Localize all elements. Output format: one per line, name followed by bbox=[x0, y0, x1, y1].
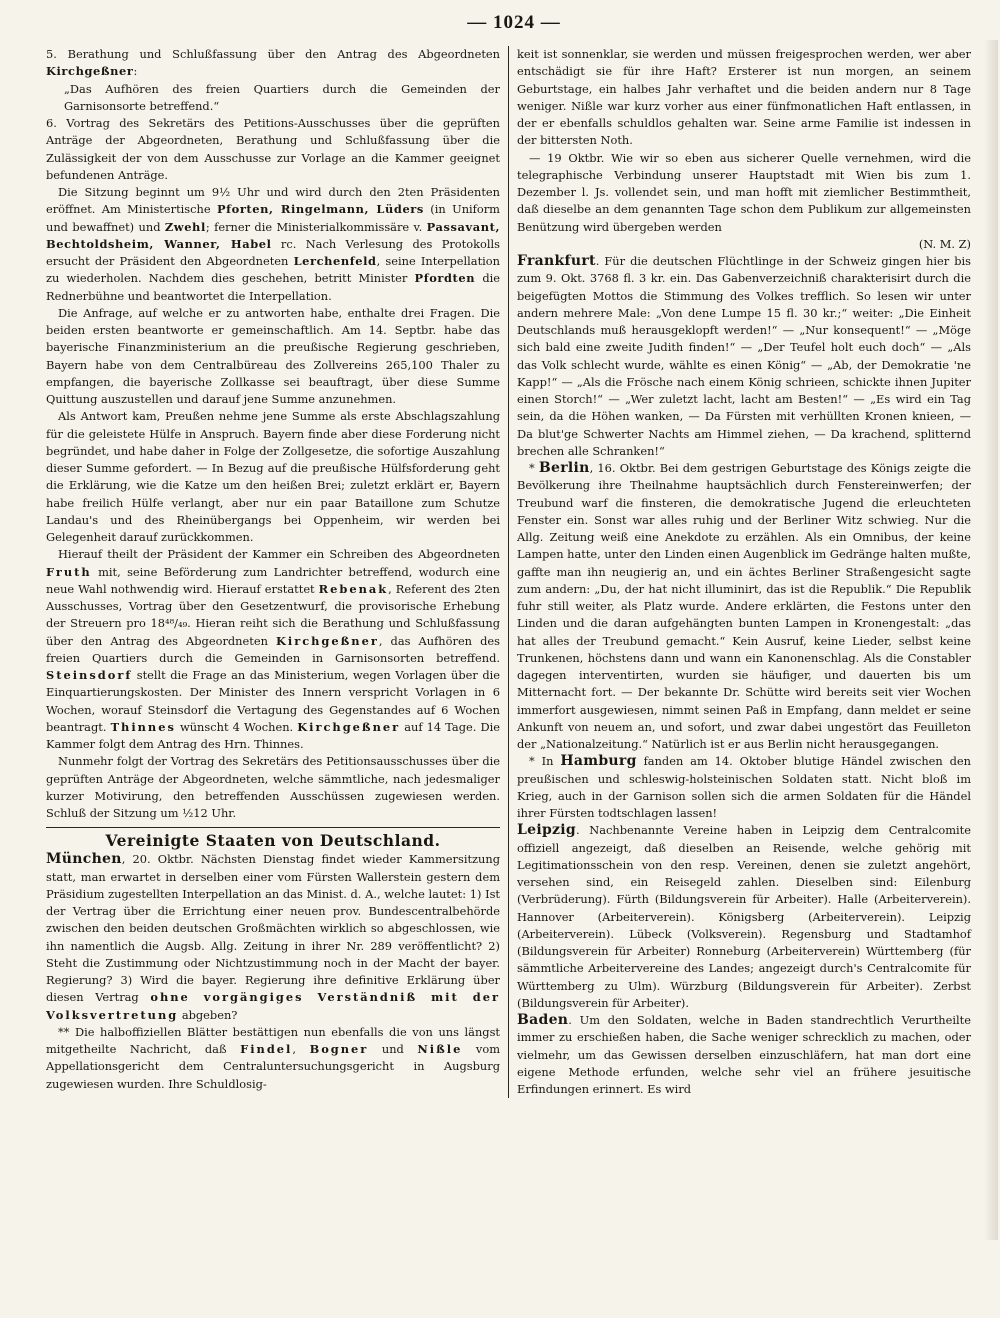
place-name: Frankfurt bbox=[517, 253, 596, 269]
berlin-article: * Berlin, 16. Oktbr. Bei dem gestrigen Geburtstage des Königs zeigte die Bevölkerung ihre Theilnahme hauptsächlich durch Fenstereinwerfen; der Treubund warf die finsteren, die demokratische Jugend die erleuchteten Fenster ein. Sonst war alles ruhig und der Berliner Witz schwieg. Nur die Allg. Zeitung weiß eine Anekdote zu erzählen. Als ein Omnibus, der keine Lampen hatte, unter den Linden einen Augenblick im Gedränge halten mußte, gaffte man ihn neugierig an, und ein ächtes Berliner Straßengesicht sagte zum andern: „Du, der hat nicht illuminirt, das ist die Republik.“ Die Republik fuhr still weiter, als Platz wurde. Andere erklärten, die Festons unter den Linden und die daran aufgehängten bunten Lampen in Kronengestalt: „das hat alles der Treubund gemacht.“ Kein Ausruf, keine Lieder, selbst keine Trunkenen, höchstens dann und wann ein Kanonenschlag. Als die Constabler dagegen interventirten, wurden sie häufiger, und dauerten bis um Mitternacht fort. — Der bekannte Dr. Schütte wird bereits seit vier Wochen immerfort ausgewiesen, nimmt seinen Paß in Empfang, dann meldet er seine Ankunft von neuem an, und sofort, und zwar dabei ungestört das Feuilleton der „Nationalzeitung.“ Natürlich ist er aus Berlin nicht herausgegangen. bbox=[517, 460, 971, 751]
place-name: Leipzig bbox=[517, 822, 577, 839]
source-signature: (N. M. Z) bbox=[918, 236, 971, 251]
section-title: Vereinigte Staaten von Deutschland. bbox=[46, 827, 500, 851]
page-number: — 1024 — bbox=[467, 12, 561, 33]
answer-paragraph: Die Anfrage, auf welche er zu antworten habe, enthalte drei Fragen. Die beiden ersten beantworte er gemeinschaftlich. Am 14. Septbr. habe das bayerische Finanzministerium an die preußische Regierung geschrieben, Bayern habe von dem Centralbüreau des Zollvereins 265,100 Thaler zu empfangen, die bayerische Zollkasse sei beauftragt, über diese Summe Quittung auszustellen und darauf jene Summe anzunehmen. bbox=[46, 305, 500, 406]
munich-article-2: ** Die halboffiziellen Blätter bestättigen nun ebenfalls die von uns längst mitgetheilte Nachricht, daß Findel, Bogner und Nißle vom Appellationsgericht dem Centraluntersuchungsgericht in Augsburg zugewiesen wurden. Ihre Schuldlosig- bbox=[46, 1024, 501, 1091]
right-column bbox=[509, 46, 971, 1098]
proceedings-paragraph: Hierauf theilt der Präsident der Kammer ein Schreiben des Abgeordneten Fruth mit, seine Beförderung zum Landrichter betreffend, wodurch eine neue Wahl nothwendig wird. Hierauf erstattet Rebenak, Referent des 2ten Ausschusses, Vortrag über den Gesetzentwurf, die provisorische Erhebung der Streuern pro 18⁴⁸/₄₉. Hieran reiht sich die Berathung und Schlußfassung über den Antrag des Abgeordneten Kirchgeßner, das Aufhören des freien Quartiers durch die Gemeinden in Garnisonsorten betreffend. Steinsdorf stellt die Frage an das Ministerium, wegen Vorlagen über die Einquartierungskosten. Der Minister des Innern verspricht Vorlagen in 6 Wochen, worauf Steinsdorf die Vertagung des Gegenstandes auf 6 Wochen beantragt. Thinnes wünscht 4 Wochen. Kirchgeßner auf 14 Tage. Die Kammer folgt dem Antrag des Hrn. Thinnes. bbox=[46, 547, 500, 751]
munich-article: München, 20. Oktbr. Nächsten Dienstag findet wieder Kammersitzung statt, man erwartet in derselben einer vom Fürsten Wallerstein gestern dem Präsidium zugestellten Interpellation an das Minist. d. A., welche lautet: 1) Ist der Vertrag über die Errichtung einer neuen prov. Bundescentralbehörde zwischen den beiden deutschen Großmächten wirklich so abgeschlossen, wie ihn namentlich die Augsb. Allg. Zeitung in ihrer Nr. 289 veröffentlicht? 2) Steht die Zustimmung oder Nichtzustimmung noch in der Macht der bayer. Regierung? 3) Wird die bayer. Regierung ihre definitive Erklärung über diesen Vertrag ohne vorgängiges Verständniß mit der Volksvertretung abgeben? bbox=[46, 851, 500, 1022]
agenda-item-5: 5. Berathung und Schlußfassung über den Antrag des Abgeordneten Kirchgeßner: bbox=[46, 47, 501, 79]
agenda-item-5-quote: „Das Aufhören des freien Quartiers durch die Gemeinden der Garnisonsorte betreffend.“ bbox=[64, 81, 500, 113]
hamburg-article: * In Hamburg fanden am 14. Oktober blutige Händel zwischen den preußischen und schleswig-holsteinischen Soldaten statt. Nicht bloß im Krieg, auch in der Garnison sollen sich die armen Soldaten für die Händel ihrer Fürsten todtschlagen lassen! bbox=[517, 753, 971, 820]
closing-paragraph: Nunmehr folgt der Vortrag des Sekretärs des Petitionsausschusses über die geprüften Anträge der Abgeordneten, welche sämmtliche, nach jedesmaliger kurzer Motivirung, den betreffenden Ausschüssen zugewiesen werden. Schluß der Sitzung um ½12 Uhr. bbox=[46, 754, 500, 820]
place-name: München bbox=[46, 851, 122, 868]
page-edge-shadow bbox=[984, 40, 998, 1240]
telegraph-article: — 19 Oktbr. Wie wir so eben aus sicherer Quelle vernehmen, wird die telegraphische Verbindung unserer Hauptstadt mit Wien bis zum 1. Dezember l. Js. vollendet sein, und man hofft mit ziemlicher Bestimmtheit, daß dieselbe an dem genannten Tage schon dem Publikum zur allgemeinsten Benützung wird übergeben werden bbox=[517, 150, 971, 234]
text-columns bbox=[46, 46, 982, 1098]
reply-paragraph: Als Antwort kam, Preußen nehme jene Summe als erste Abschlagszahlung für die geleistete Hülfe in Anspruch. Bayern finde aber diese Forderung nicht begründet, und habe daher in Folge der Zollgesetze, die sofortige Auszahlung dieser Summe gefordert. — In Bezug auf die preußische Hülfsforderung geht die Erklärung, wie die Katze um den heißen Brei; zuletzt erklärt er, Bayern habe freilich Hülfe verlangt, aber nur ein paar Bataillone zum Schutze Landau's und des Rheinübergangs bei Oppenheim, wir werden bei Gelegenheit darauf zurückkommen. bbox=[46, 409, 500, 544]
left-column bbox=[46, 46, 508, 1093]
agenda-item-6: 6. Vortrag des Sekretärs des Petitions-Ausschusses über die geprüften Anträge der Abgeordneten, Berathung und Schlußfassung über die Zulässigkeit der von dem Ausschusse zur Vorlage an die Kammer geeignet befundenen Anträge. bbox=[46, 116, 500, 182]
leipzig-article: Leipzig. Nachbenannte Vereine haben in Leipzig dem Centralcomite offiziell angezeigt, daß dieselben an Reisende, welche gehörig mit Legitimationsschein von den resp. Vereinen, denen sie zuletzt angehört, versehen sind, ein Reisegeld zahlen. Dieselben sind: Eilenburg (Verbrüderung). Fürth (Bildungsverein für Arbeiter). Halle (Arbeiterverein). Hannover (Arbeiterverein). Königsberg (Arbeiterverein). Leipzig (Arbeiterverein). Lübeck (Volksverein). Regensburg und Stadtamhof (Bildungsverein für Arbeiter) Ronneburg (Arbeiterverein) Württemberg (für sämmtliche Arbeitervereine des Landes; angezeigt durch's Centralcomite für Württemberg zu Ulm). Würzburg (Bildungsverein für Arbeiter). Zerbst (Bildungsverein für Arbeiter). bbox=[517, 822, 971, 1010]
frankfurt-article: Frankfurt. Für die deutschen Flüchtlinge in der Schweiz gingen hier bis zum 9. Okt. 3768 fl. 3 kr. ein. Das Gabenverzeichniß charakterisirt durch die beigefügten Mottos die Stimmung des Volkes trefflich. So lesen wir unter andern mehrere Male: „Von dene Lumpe 15 fl. 30 kr.;“ weiter: „Die Einheit Deutschlands muß herausgeklopft werden!“ — „Nur konsequent!“ — „Möge sich bald eine zweite Judith finden!“ — „Der Teufel holt euch doch“ — „Als das Volk schlecht wurde, wählte es einen König“ — „Ab, der Demokratie 'ne Kapp!“ — „Als die Frösche nach einem König schrieen, schickte ihnen Jupiter einen Storch!“ — „Wer zuletzt lacht, lacht am Besten!“ — „Es wird ein Tag sein, da die Höhen wanken, — Da Fürsten mit verhüllten Kronen knieen, — Da blut'ge Schwerter Nachts am Himmel ziehen, — Da krachend, splitternd brechen alle Schranken!“ bbox=[517, 253, 971, 458]
munich-article-continued: keit ist sonnenklar, sie werden und müssen freigesprochen werden, wer aber entschädigt sie für ihre Haft? Ersterer ist nun morgen, an seinem Geburtstage, ein halbes Jahr verhaftet und die beiden andern nur 8 Tage weniger. Nißle war kurz vorher aus einer fünfmonatlichen Haft entlassen, in der er ebenfalls schuldlos gehalten war. Seine arme Familie ist indessen in der bittersten Noth. bbox=[517, 47, 971, 148]
place-name: Baden bbox=[517, 1012, 569, 1028]
place-name: Berlin bbox=[538, 460, 590, 476]
place-name: Hamburg bbox=[560, 753, 637, 770]
page-header bbox=[46, 0, 982, 46]
session-paragraph: Die Sitzung beginnt um 9½ Uhr und wird durch den 2ten Präsidenten eröffnet. Am Ministertische Pforten, Ringelmann, Lüders (in Uniform und bewaffnet) und Zwehl; ferner die Ministerialkommissäre v. Passavant, Bechtoldsheim, Wanner, Habel rc. Nach Verlesung des Protokolls ersucht der Präsident den Abgeordneten Lerchenfeld, seine Interpellation zu wiederholen. Nachdem dies geschehen, betritt Minister Pfordten die Rednerbühne und beantwortet die Interpellation. bbox=[46, 185, 501, 303]
baden-article: Baden. Um den Soldaten, welche in Baden standrechtlich Verurtheilte immer zu erschießen haben, die Sache weniger schrecklich zu machen, oder vielmehr, um das Gewissen derselben einzuschläfern, hat man dort eine eigene Methode erfunden, welche sehr viel an frühere jesuitische Erfindungen erinnert. Es wird bbox=[517, 1012, 971, 1096]
